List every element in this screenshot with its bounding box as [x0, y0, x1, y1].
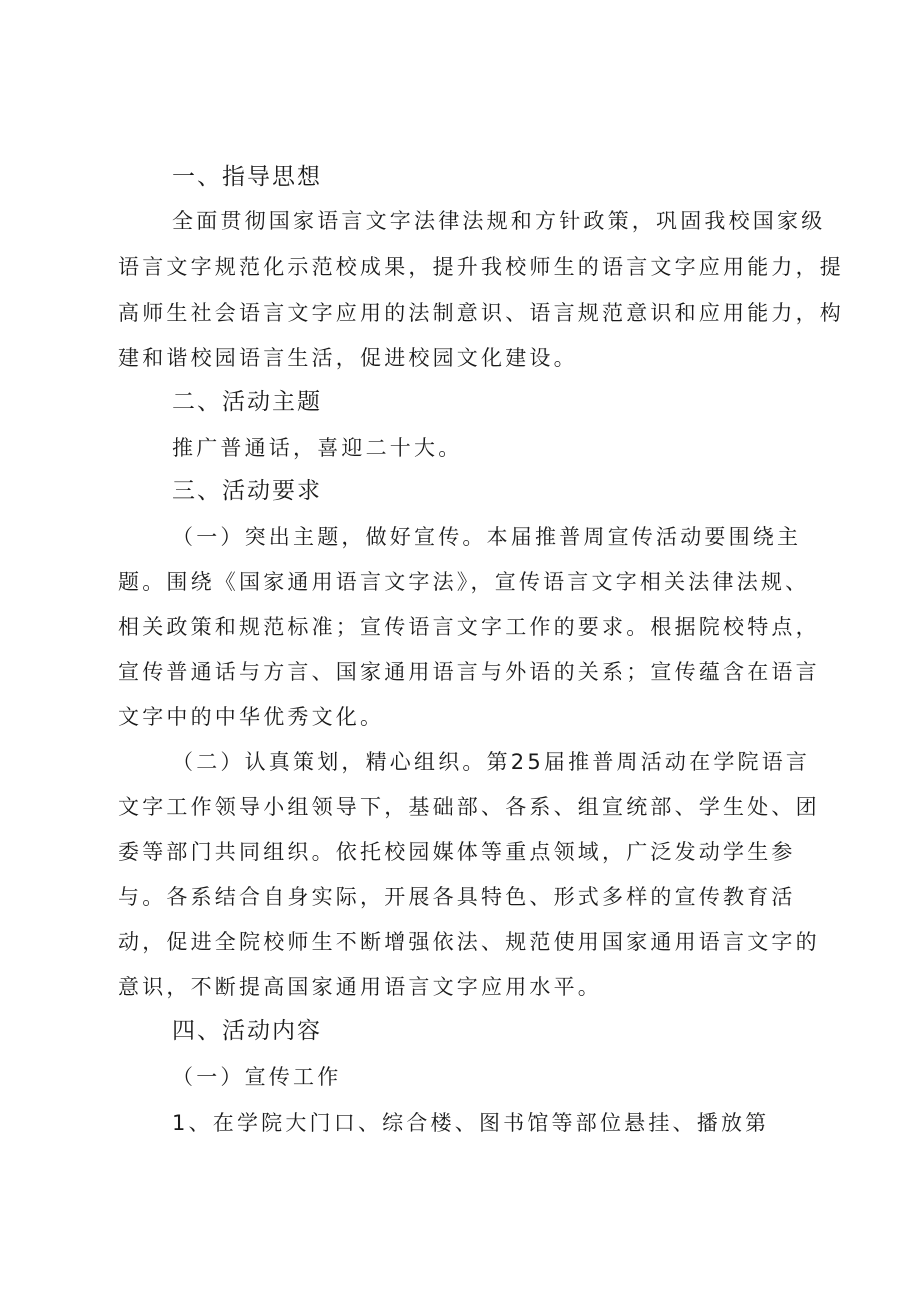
section-heading-guiding-thought: 一、指导思想 — [172, 164, 322, 190]
paragraph-line: 语言文字规范化示范校成果，提升我校师生的语言文字应用能力，提 — [118, 255, 844, 279]
section-heading-activity-requirements: 三、活动要求 — [172, 478, 322, 504]
subheading-publicity-work: （一）宣传工作 — [172, 1065, 342, 1089]
paragraph-line: （二）认真策划，精心组织。第25届推普周活动在学院语言 — [172, 750, 811, 774]
paragraph-line: 委等部门共同组织。依托校园媒体等重点领域，广泛发动学生参 — [118, 840, 796, 864]
section-heading-activity-theme: 二、活动主题 — [172, 389, 322, 415]
paragraph-line: （一）突出主题，做好宣传。本届推普周宣传活动要围绕主 — [172, 525, 802, 549]
paragraph-line: 推广普通话，喜迎二十大。 — [172, 436, 463, 460]
paragraph-line: 宣传普通话与方言、国家通用语言与外语的关系；宣传蕴含在语言 — [118, 660, 820, 684]
paragraph-line: 动，促进全院校师生不断增强依法、规范使用国家通用语言文字的 — [118, 930, 820, 954]
paragraph-line: 与。各系结合自身实际，开展各具特色、形式多样的宣传教育活 — [118, 885, 796, 909]
paragraph-line: 文字中的中华优秀文化。 — [118, 705, 385, 729]
section-heading-activity-content: 四、活动内容 — [172, 1018, 322, 1044]
paragraph-line: 1、在学院大门口、综合楼、图书馆等部位悬挂、播放第 — [172, 1111, 770, 1135]
paragraph-line: 文字工作领导小组领导下，基础部、各系、组宣统部、学生处、团 — [118, 795, 820, 819]
paragraph-line: 高师生社会语言文字应用的法制意识、语言规范意识和应用能力，构 — [118, 301, 844, 325]
paragraph-line: 相关政策和规范标准；宣传语言文字工作的要求。根据院校特点， — [118, 615, 820, 639]
paragraph-line: 题。围绕《国家通用语言文字法》，宣传语言文字相关法律法规、 — [118, 570, 810, 594]
paragraph-line: 建和谐校园语言生活，促进校园文化建设。 — [118, 346, 578, 370]
paragraph-line: 意识，不断提高国家通用语言文字应用水平。 — [118, 975, 602, 999]
paragraph-line: 全面贯彻国家语言文字法律法规和方针政策，巩固我校国家级 — [172, 209, 826, 233]
